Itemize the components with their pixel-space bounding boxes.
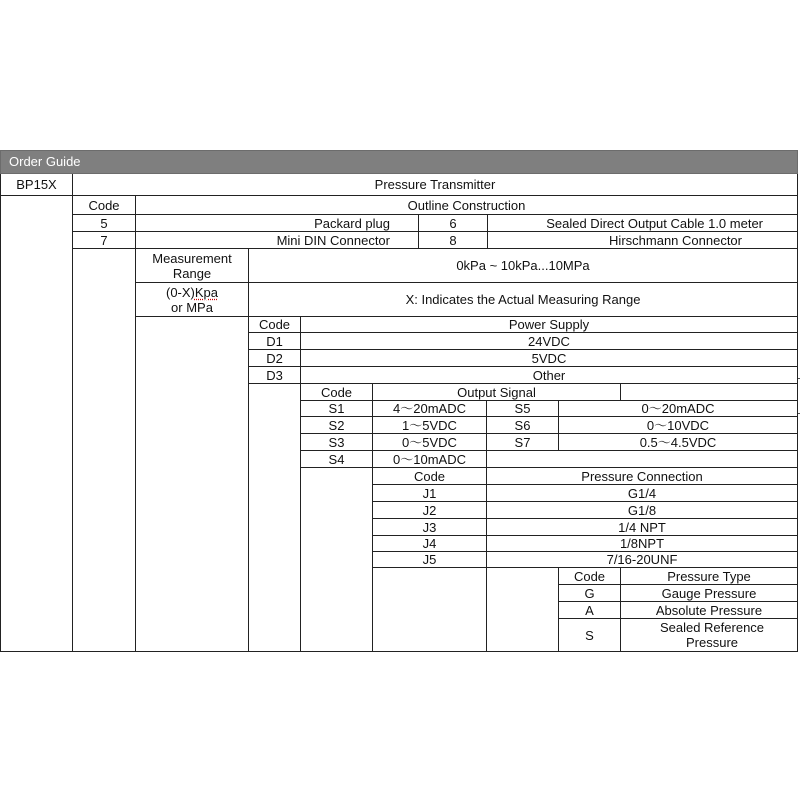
output-value: 0～10mADC <box>373 451 487 468</box>
output-code: S5 <box>487 401 559 417</box>
power-value: Other <box>301 367 798 384</box>
outline-code: 6 <box>419 215 488 232</box>
connection-code: J3 <box>373 519 487 536</box>
connection-value: 7/16-20UNF <box>487 552 798 568</box>
measurement-range-value: 0kPa ~ 10kPa...10MPa <box>249 249 798 283</box>
pressure-type-value: Sealed Reference Pressure <box>621 619 798 652</box>
pressure-type-code-header: Code <box>559 568 621 585</box>
measurement-range-label: Measurement Range <box>136 249 249 283</box>
output-code: S7 <box>487 434 559 451</box>
measurement-note: X: Indicates the Actual Measuring Range <box>249 283 798 317</box>
outline-code-header: Code <box>73 196 136 215</box>
connection-value: G1/4 <box>487 485 798 502</box>
outline-title: Outline Construction <box>136 196 798 215</box>
pressure-type-code: S <box>559 619 621 652</box>
output-value: 0～5VDC <box>373 434 487 451</box>
output-value: 4～20mADC <box>373 401 487 417</box>
measurement-column-filler <box>136 317 249 652</box>
output-code: S6 <box>487 417 559 434</box>
pressure-type-code: A <box>559 602 621 619</box>
output-code: S3 <box>301 434 373 451</box>
order-guide-header: Order Guide <box>0 150 798 174</box>
output-code: S1 <box>301 401 373 417</box>
outline-code: 7 <box>73 232 136 249</box>
output-code: S4 <box>301 451 373 468</box>
connection-column-filler <box>373 568 487 652</box>
measurement-code-unit: Kpa <box>194 284 219 300</box>
outline-option: Hirschmann Connector <box>488 232 798 249</box>
power-code: D3 <box>249 367 301 384</box>
output-value: 0.5～4.5VDC <box>559 434 798 451</box>
outline-option: Mini DIN Connector <box>136 232 419 249</box>
output-header-blank <box>621 384 798 401</box>
connection-code: J2 <box>373 502 487 519</box>
connection-value: 1/8NPT <box>487 536 798 552</box>
power-title: Power Supply <box>301 317 798 333</box>
outline-option: Sealed Direct Output Cable 1.0 meter <box>488 215 798 232</box>
pressure-type-title: Pressure Type <box>621 568 798 585</box>
model-code-cell: BP15X <box>0 174 73 196</box>
power-column-filler <box>249 384 301 652</box>
connection-value-filler <box>487 568 559 652</box>
connection-code: J4 <box>373 536 487 552</box>
connection-value: 1/4 NPT <box>487 519 798 536</box>
output-value: 1～5VDC <box>373 417 487 434</box>
power-code: D1 <box>249 333 301 350</box>
output-code-header: Code <box>301 384 373 401</box>
outline-code: 5 <box>73 215 136 232</box>
pressure-type-code: G <box>559 585 621 602</box>
power-code: D2 <box>249 350 301 367</box>
measurement-code-cell <box>136 283 249 317</box>
power-value: 24VDC <box>301 333 798 350</box>
power-value: 5VDC <box>301 350 798 367</box>
output-code: S2 <box>301 417 373 434</box>
output-value: 0～10VDC <box>559 417 798 434</box>
output-title: Output Signal <box>373 384 621 401</box>
pressure-type-value: Absolute Pressure <box>621 602 798 619</box>
measurement-code-line-2: or MPa <box>171 299 213 315</box>
connection-value: G1/8 <box>487 502 798 519</box>
output-blank-cell <box>487 451 798 468</box>
connection-code: J1 <box>373 485 487 502</box>
outline-option: Packard plug <box>136 215 419 232</box>
measurement-code-line-1 <box>166 285 218 300</box>
connection-code: J5 <box>373 552 487 568</box>
pressure-type-value: Gauge Pressure <box>621 585 798 602</box>
output-column-filler <box>301 468 373 652</box>
model-name-cell: Pressure Transmitter <box>73 174 798 196</box>
outline-column-filler <box>73 249 136 652</box>
connection-code-header: Code <box>373 468 487 485</box>
measurement-code-prefix: (0-X) <box>165 284 195 300</box>
power-code-header: Code <box>249 317 301 333</box>
model-column-filler <box>0 196 73 652</box>
outline-code: 8 <box>419 232 488 249</box>
connection-title: Pressure Connection <box>487 468 798 485</box>
output-value: 0～20mADC <box>559 401 798 417</box>
